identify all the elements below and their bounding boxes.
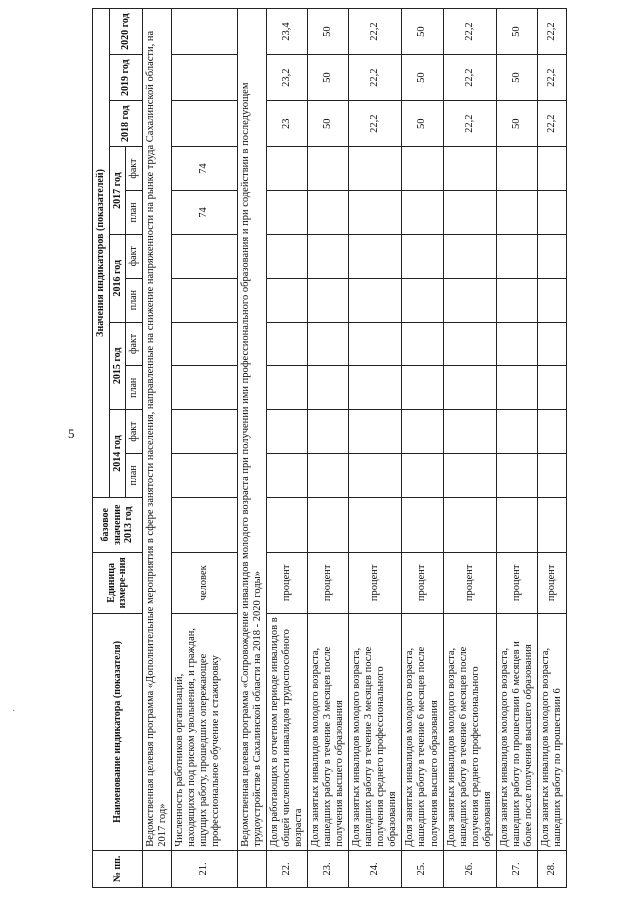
year-2014-header: 2014 год [109, 410, 126, 498]
unit-cell: процент [266, 552, 307, 613]
row-number: 26. [443, 850, 496, 887]
fact-header: факт [126, 410, 143, 454]
value-2018-cell: 22,2 [349, 101, 402, 147]
indicator-name: Доля занятых инвалидов молодого возраста, нашедших работу по прошествии 6 [538, 614, 567, 851]
value-2020-cell: 50 [496, 9, 537, 55]
fact-header: факт [126, 234, 143, 278]
plan-2017-cell: 74 [171, 191, 237, 235]
value-2019-cell: 22,2 [443, 55, 496, 101]
section-title: Ведомственная целевая программа «Дополнительные мероприятия в сфере занятости населения, направленные на снижение напряженности на рынке труда Сахалинской области, на 2017 год» [142, 9, 171, 851]
indicator-name: Доля занятых инвалидов молодого возраста, нашедших работу в течение 6 месяцев после получения среднего профессионального образования [443, 614, 496, 851]
indicator-name: Численность работников организаций, находящихся под риском увольнения, и граждан, ищущих работу, прошедших опережающее профессиональное обучение и стажировку [171, 614, 237, 851]
fact-2017-cell [496, 147, 537, 191]
fact-2017-cell [402, 147, 443, 191]
value-2019-cell [171, 55, 237, 101]
fact-header: факт [126, 147, 143, 191]
indicator-name: Доля занятых инвалидов молодого возраста, нашедших работу в течение 6 месяцев после получения высшего образования [402, 614, 443, 851]
fact-2017-cell: 74 [171, 147, 237, 191]
col-base-header: базовое значение 2013 год [93, 497, 143, 552]
indicator-name: Доля работающих в отчетном периоде инвалидов в общей численности инвалидов трудоспособного возраста [266, 614, 307, 851]
row-number: 21. [171, 850, 237, 887]
row-number: 22. [266, 850, 307, 887]
year-2020-header: 2020 год [109, 9, 142, 55]
value-2018-cell: 22,2 [538, 101, 567, 147]
value-2020-cell: 50 [402, 9, 443, 55]
value-2020-cell: 22,2 [443, 9, 496, 55]
value-2020-cell: 22,2 [349, 9, 402, 55]
col-num-header: № пп. [93, 850, 143, 887]
plan-2017-cell [443, 191, 496, 235]
plan-2017-cell [349, 191, 402, 235]
fact-2017-cell [538, 147, 567, 191]
unit-cell: процент [496, 552, 537, 613]
value-2019-cell: 22,2 [538, 55, 567, 101]
row-number: 27. [496, 850, 537, 887]
value-2019-cell: 22,2 [349, 55, 402, 101]
fact-2017-cell [349, 147, 402, 191]
value-2018-cell: 50 [402, 101, 443, 147]
rotated-table-sheet [88, 0, 608, 900]
section-title: Ведомственная целевая программа «Сопровождение инвалидов молодого возраста при получении ими профессионального образования и при содействии в последующем трудоустройстве в Сахалинской области на 2018 - 2020 годы» [237, 9, 266, 851]
plan-2017-cell [307, 191, 348, 235]
year-2018-header: 2018 год [109, 101, 142, 147]
plan-header: план [126, 366, 143, 410]
value-2019-cell: 50 [307, 55, 348, 101]
value-2020-cell [171, 9, 237, 55]
values-group-header: Значения индикаторов (показателей) [93, 9, 110, 498]
plan-header: план [126, 278, 143, 322]
value-2020-cell: 50 [307, 9, 348, 55]
indicator-name: Доля занятых инвалидов молодого возраста, нашедших работу в течение 3 месяцев после получения среднего профессионального образования [349, 614, 402, 851]
plan-2017-cell [266, 191, 307, 235]
year-2015-header: 2015 год [109, 322, 126, 410]
value-2019-cell: 50 [496, 55, 537, 101]
value-2018-cell: 23 [266, 101, 307, 147]
scan-mark: · [12, 706, 16, 717]
unit-cell: процент [307, 552, 348, 613]
unit-cell: процент [402, 552, 443, 613]
plan-2017-cell [402, 191, 443, 235]
value-2020-cell: 22,2 [538, 9, 567, 55]
value-2019-cell: 50 [402, 55, 443, 101]
indicator-name: Доля занятых инвалидов молодого возраста, нашедших работу в течение 3 месяцев после получения высшего образования [307, 614, 348, 851]
value-2019-cell: 23,2 [266, 55, 307, 101]
plan-header: план [126, 191, 143, 235]
row-number: 28. [538, 850, 567, 887]
page-number: 5 [68, 426, 75, 441]
unit-cell: процент [349, 552, 402, 613]
indicator-name: Доля занятых инвалидов молодого возраста, нашедших работу по прошествии 6 месяцев и более после получения высшего образования [496, 614, 537, 851]
col-unit-header: Единица измере-ния [93, 552, 143, 613]
value-2018-cell: 22,2 [443, 101, 496, 147]
value-2018-cell: 50 [307, 101, 348, 147]
value-2018-cell [171, 101, 237, 147]
row-number: 24. [349, 850, 402, 887]
unit-cell: процент [538, 552, 567, 613]
unit-cell: процент [443, 552, 496, 613]
unit-cell: человек [171, 552, 237, 613]
value-2020-cell: 23,4 [266, 9, 307, 55]
plan-2017-cell [538, 191, 567, 235]
indicators-table [92, 8, 567, 888]
year-2019-header: 2019 год [109, 55, 142, 101]
year-2017-header: 2017 год [109, 147, 126, 235]
year-2016-header: 2016 год [109, 234, 126, 322]
col-name-header: Наименование индикатора (показателя) [93, 614, 143, 851]
plan-header: план [126, 454, 143, 498]
fact-header: факт [126, 322, 143, 366]
fact-2017-cell [443, 147, 496, 191]
row-number: 23. [307, 850, 348, 887]
value-2018-cell: 50 [496, 101, 537, 147]
fact-2017-cell [266, 147, 307, 191]
fact-2017-cell [307, 147, 348, 191]
plan-2017-cell [496, 191, 537, 235]
row-number: 25. [402, 850, 443, 887]
